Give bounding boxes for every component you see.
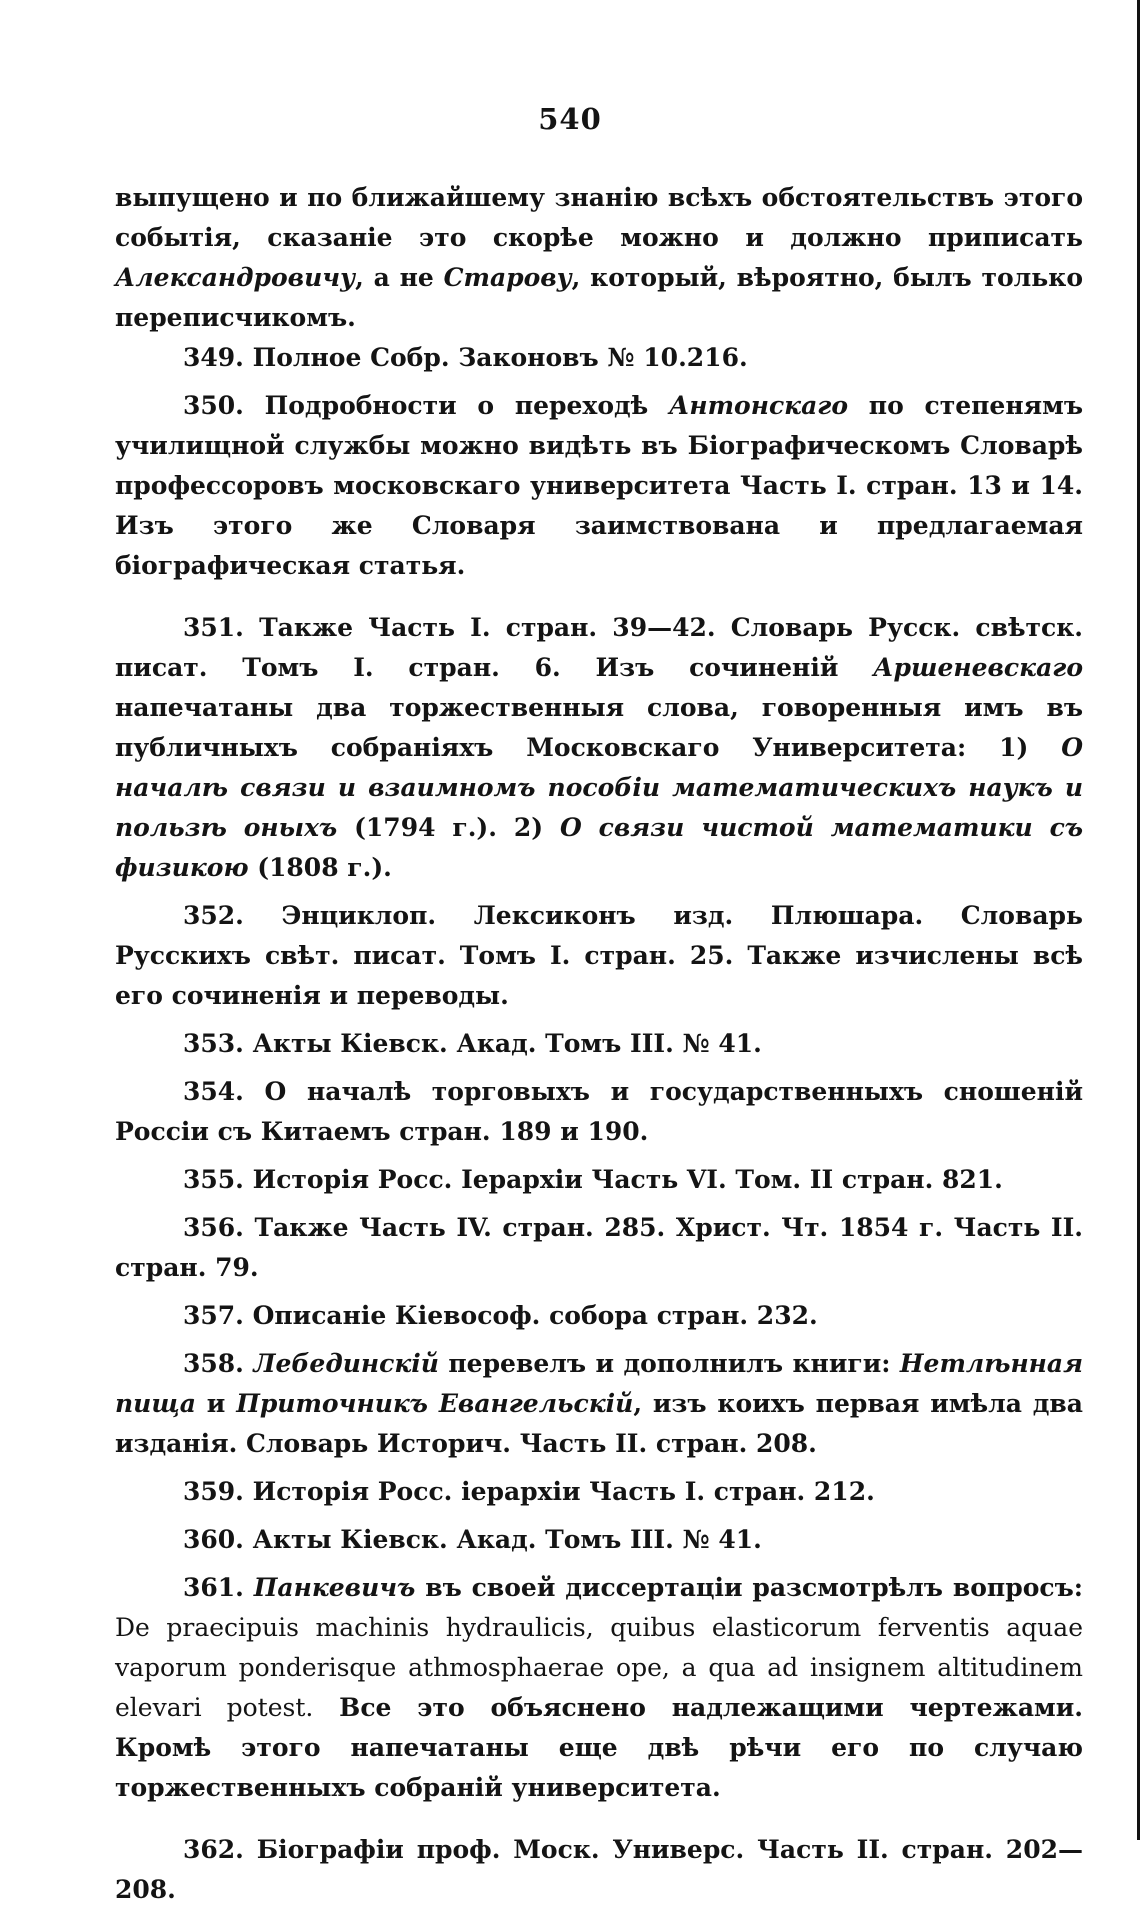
- note-361-italic-0: Панкевичъ: [253, 1573, 416, 1602]
- note-352-number: 352.: [183, 901, 244, 930]
- note-361-text-1: въ своей диссертаціи разсмотрѣлъ вопросъ:: [415, 1573, 1083, 1602]
- note-357-text: Описаніе Кіевософ. собора стран. 232.: [243, 1301, 818, 1330]
- note-362-text: Біографіи проф. Моск. Универс. Часть II. стран. 202—208.: [115, 1835, 1083, 1904]
- note-356-text: Также Часть IV. стран. 285. Христ. Чт. 1854 г. Часть II. стран. 79.: [115, 1213, 1083, 1282]
- note-351-text-3: (1794 г.). 2): [337, 813, 560, 842]
- note-356-number: 356.: [183, 1213, 244, 1242]
- note-358-text-3: , изъ коихъ первая имѣла два изданія. Словарь Историч. Часть II. стран. 208.: [115, 1389, 1083, 1458]
- note-350-text-1: Подробности о переходѣ: [243, 391, 669, 420]
- paragraph-intro: [115, 178, 1083, 338]
- note-362-number: 362.: [183, 1835, 244, 1864]
- note-360-number: 360.: [183, 1525, 244, 1554]
- note-353-text: Акты Кіевск. Акад. Томъ III. № 41.: [243, 1029, 762, 1058]
- intro-italic-2: Старову: [443, 263, 572, 292]
- note-351-text-4: (1808 г.).: [248, 853, 392, 882]
- note-357-number: 357.: [183, 1301, 244, 1330]
- note-358-italic-2: Приточникъ Евангельскій: [236, 1389, 634, 1418]
- note-353: [115, 1024, 1083, 1064]
- note-359: [115, 1472, 1083, 1512]
- note-355-number: 355.: [183, 1165, 244, 1194]
- note-350-number: 350.: [183, 391, 244, 420]
- note-358-italic-1: Нетлѣнная пища: [115, 1349, 1083, 1418]
- note-361-latin-title: De praecipuis machinis hydraulicis, quibus elasticorum ferventis aquae vaporum ponderisque athmosphaerae ope, a qua ad insignem altitudinem elevari potest.: [115, 1613, 1083, 1722]
- intro-text-2: , а не: [355, 263, 444, 292]
- note-349-number: 349.: [183, 343, 244, 372]
- note-359-number: 359.: [183, 1477, 244, 1506]
- note-351-italic-3: О связи чистой математики съ физикою: [115, 813, 1084, 882]
- note-361-number: 361.: [183, 1573, 244, 1602]
- intro-text-1: выпущено и по ближайшему знанію всѣхъ обстоятельствъ этого событія, сказаніе это скорѣе можно и должно приписать: [115, 183, 1083, 252]
- intro-italic-1: Александровичу: [115, 263, 356, 292]
- note-351-italic-1: Аршеневскаго: [873, 653, 1083, 682]
- note-358-text-2: и: [195, 1389, 237, 1418]
- note-356: [115, 1208, 1083, 1288]
- note-352-text: Энциклоп. Лексиконъ изд. Плюшара. Словарь Русскихъ свѣт. писат. Томъ I. стран. 25. Также изчислены всѣ его сочиненія и переводы.: [115, 901, 1083, 1010]
- page-number: 540: [538, 102, 602, 136]
- note-361: [115, 1568, 1083, 1808]
- note-358-italic-0: Лебединскій: [253, 1349, 439, 1378]
- intro-text-3: , который, вѣроятно, былъ только переписчикомъ.: [115, 263, 1083, 332]
- note-354-number: 354.: [183, 1077, 244, 1106]
- note-350-italic-1: Антонскаго: [669, 391, 849, 420]
- note-360: [115, 1520, 1083, 1560]
- note-360-text: Акты Кіевск. Акад. Томъ III. № 41.: [243, 1525, 762, 1554]
- note-357: [115, 1296, 1083, 1336]
- note-349: [115, 338, 1083, 378]
- note-352: [115, 896, 1083, 1016]
- note-358: [115, 1344, 1083, 1464]
- note-351: [115, 608, 1083, 888]
- note-359-text: Исторія Росс. іерархіи Часть I. стран. 212.: [243, 1477, 875, 1506]
- note-355: [115, 1160, 1083, 1200]
- note-350-text-2: по степенямъ училищной службы можно видѣть въ Біографическомъ Словарѣ профессоровъ московскаго университета Часть I. стран. 13 и 14. Изъ этого же Словаря заимствована и предлагаемая біографическая статья.: [115, 391, 1083, 580]
- note-350: [115, 386, 1083, 586]
- note-361-text-2: Все это объяснено надлежащими чертежами. Кромѣ этого напечатаны еще двѣ рѣчи его по случаю торжественныхъ собраній университета.: [115, 1693, 1083, 1802]
- note-355-text: Исторія Росс. Іерархіи Часть VI. Том. II стран. 821.: [243, 1165, 1003, 1194]
- note-354: [115, 1072, 1083, 1152]
- note-354-text: О началѣ торговыхъ и государственныхъ сношеній Россіи съ Китаемъ стран. 189 и 190.: [115, 1077, 1083, 1146]
- note-351-number: 351.: [183, 613, 244, 642]
- note-358-number: 358.: [183, 1349, 244, 1378]
- notes-body: [115, 178, 1083, 1910]
- note-349-text: Полное Собр. Законовъ № 10.216.: [243, 343, 748, 372]
- note-358-text-1: перевелъ и дополнилъ книги:: [438, 1349, 900, 1378]
- note-351-text-2: напечатаны два торжественныя слова, говоренныя имъ въ публичныхъ собраніяхъ Московскаго Университета: 1): [115, 693, 1083, 762]
- note-353-number: 353.: [183, 1029, 244, 1058]
- note-362: [115, 1830, 1083, 1910]
- note-351-text-1: Также Часть I. стран. 39—42. Словарь Русск. свѣтск. писат. Томъ I. стран. 6. Изъ сочиненій: [115, 613, 1083, 682]
- note-351-italic-2: О началѣ связи и взаимномъ пособіи математическихъ наукъ и пользѣ оныхъ: [115, 733, 1083, 842]
